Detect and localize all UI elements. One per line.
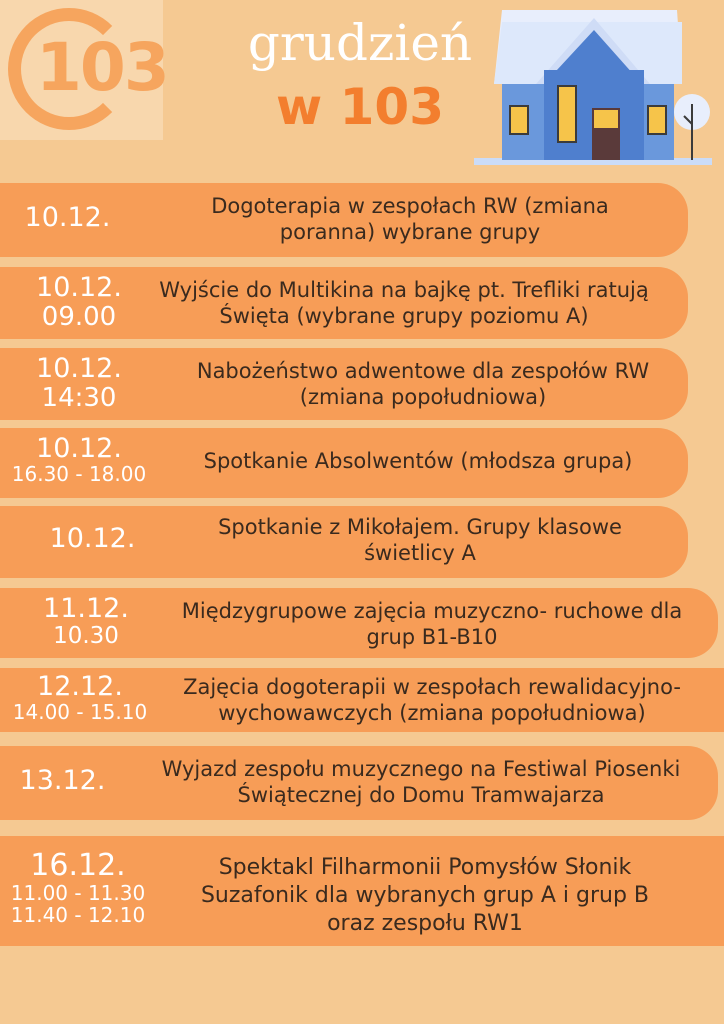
event-date: 12.12. xyxy=(37,671,123,702)
event-description: Międzygrupowe zajęcia muzyczno- ruchowe dla grup B1-B10 xyxy=(181,599,683,649)
title-place: w 103 xyxy=(276,78,444,136)
event-description: Spektakl Filharmonii Pomysłów Słonik Suzafonik dla wybranych grup A i grup B oraz zespołu RW1 xyxy=(200,855,650,936)
event-date: 16.12. xyxy=(30,848,126,883)
logo xyxy=(0,0,168,140)
event-description: Zajęcia dogoterapii w zespołach rewalidacyjno- wychowawczych (zmiana popołudniowa) xyxy=(183,675,681,725)
logo-text: 103 xyxy=(36,29,168,106)
event-row xyxy=(0,348,688,420)
event-row xyxy=(0,267,688,339)
house-icon xyxy=(472,0,724,175)
event-date-block xyxy=(0,672,160,723)
event-date: 10.12. xyxy=(49,523,136,554)
event-row xyxy=(0,506,688,578)
event-description: Dogoterapia w zespołach RW (zmiana poranna) wybrane grupy xyxy=(211,194,609,244)
event-date: 11.12. xyxy=(43,593,129,624)
event-row xyxy=(0,746,718,820)
event-time: 16.30 - 18.00 xyxy=(11,462,147,486)
title-month: grudzień xyxy=(247,14,473,72)
event-time: 14:30 xyxy=(41,383,117,413)
event-description: Spotkanie Absolwentów (młodsza grupa) xyxy=(203,449,633,473)
event-date-block xyxy=(0,524,185,553)
event-date-block xyxy=(0,203,135,232)
event-date-block xyxy=(0,434,158,485)
event-date: 10.12. xyxy=(36,433,122,464)
event-row xyxy=(0,668,724,732)
event-description: Nabożeństwo adwentowe dla zespołów RW (zmiana popołudniowa) xyxy=(196,359,650,409)
event-row xyxy=(0,183,688,257)
event-date-block xyxy=(0,850,156,926)
event-date: 10.12. xyxy=(36,272,122,303)
event-description: Spotkanie z Mikołajem. Grupy klasowe świetlicy A xyxy=(218,515,622,565)
event-date: 13.12. xyxy=(19,765,106,796)
event-time-2: 11.40 - 12.10 xyxy=(10,903,146,927)
event-date: 10.12. xyxy=(24,202,111,233)
event-description: Wyjazd zespołu muzycznego na Festiwal Piosenki Świątecznej do Domu Tramwajarza xyxy=(161,757,681,807)
event-date-block xyxy=(0,594,172,649)
event-row xyxy=(0,588,718,658)
event-date: 10.12. xyxy=(36,353,122,384)
event-time: 10.30 xyxy=(53,623,119,649)
event-date-block xyxy=(0,354,158,413)
event-description: Wyjście do Multikina na bajkę pt. Trefliki ratują Święta (wybrane grupy poziomu A) xyxy=(159,278,649,328)
event-time: 09.00 xyxy=(41,302,117,332)
event-time: 11.00 - 11.30 xyxy=(10,881,146,905)
event-row xyxy=(0,428,688,498)
event-time: 14.00 - 15.10 xyxy=(12,700,148,724)
event-row xyxy=(0,836,724,946)
event-date-block xyxy=(0,766,125,795)
